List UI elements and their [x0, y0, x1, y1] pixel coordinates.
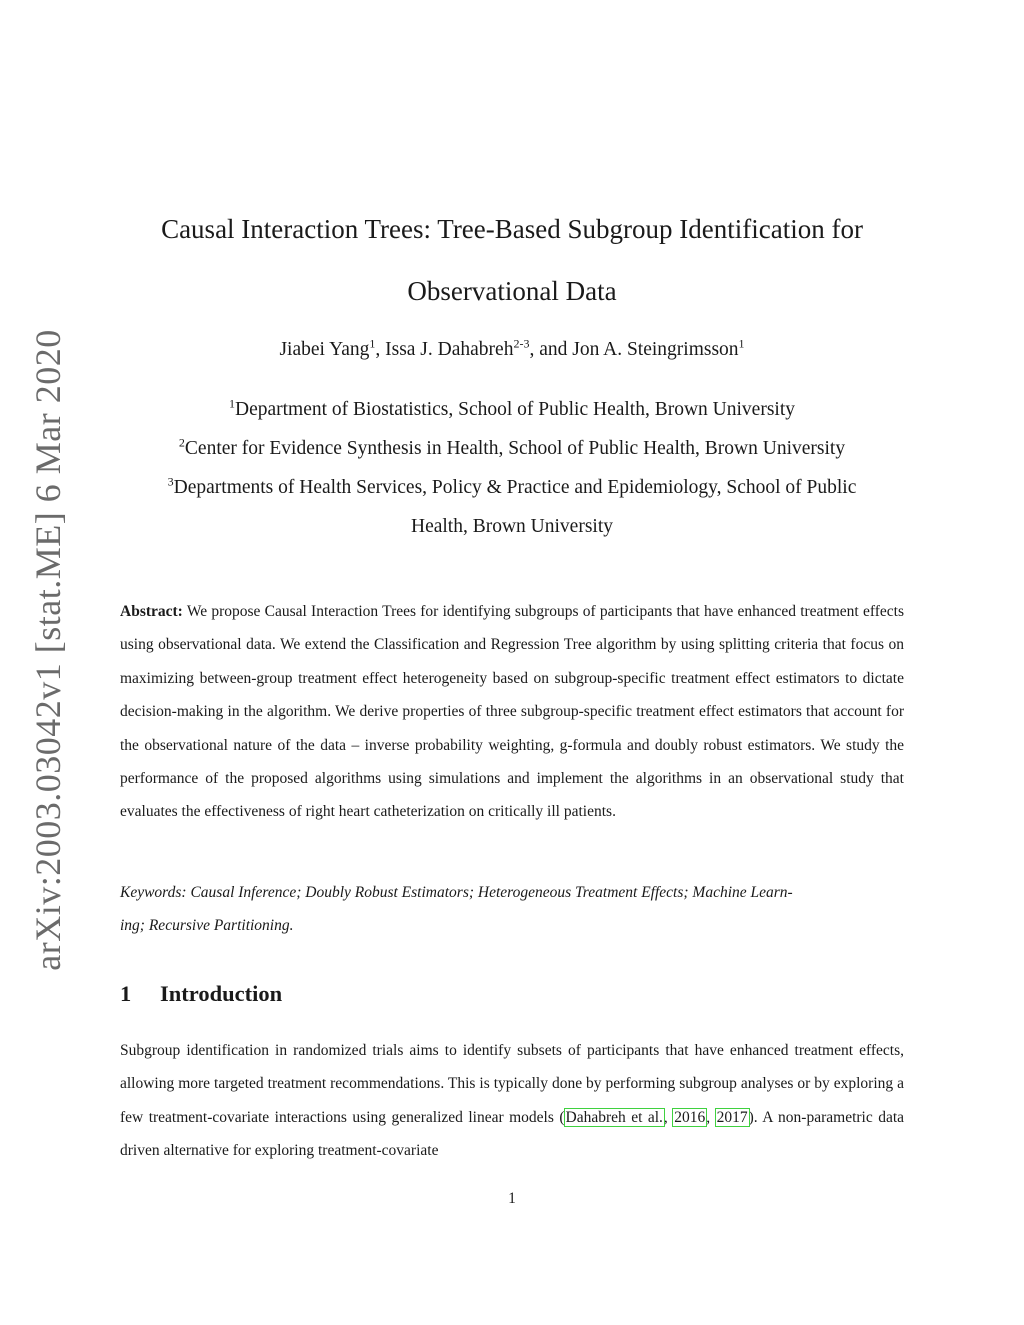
- paper-title: [100, 198, 924, 322]
- cite-separator: ,: [706, 1108, 716, 1126]
- section-heading: [120, 981, 282, 1007]
- affiliations: [100, 390, 924, 546]
- intro-tail: ). A non-parametric data driven alternative for exploring treatment-covariate: [120, 1108, 905, 1160]
- author-name: Issa J. Dahabreh: [385, 339, 514, 360]
- title-line-1: Causal Interaction Trees: Tree-Based Subgroup Identification for: [161, 214, 863, 244]
- keywords: [120, 876, 904, 943]
- abstract: [120, 595, 904, 829]
- author-separator: ,: [375, 339, 386, 360]
- abstract-label: Abstract:: [120, 603, 183, 620]
- affil-text: Center for Evidence Synthesis in Health, School of Public Health, Brown University: [184, 438, 846, 459]
- author-name: Jon A. Steingrimsson: [572, 339, 739, 360]
- affil-text: Department of Biostatistics, School of Public Health, Brown University: [234, 399, 795, 420]
- affil-mark: 3: [167, 474, 174, 489]
- author-list: [100, 336, 924, 364]
- intro-text: Subgroup identification in randomized trials aims to identify subsets of participants that have enhanced treatment effects, allowing more targeted treatment recommendations. This is typically done by performing subgroup analyses or by exploring a few treatment-covariate interactions using generalized linear models: [120, 1042, 904, 1126]
- paren: (: [559, 1108, 565, 1126]
- cite-separator: ,: [663, 1108, 674, 1126]
- keywords-line-1: Causal Inference; Doubly Robust Estimators; Heterogeneous Treatment Effects; Machine Learn-: [190, 884, 793, 901]
- affil-mark: 1: [228, 396, 235, 411]
- affil-mark: 2: [178, 435, 185, 450]
- author-name: Jiabei Yang: [279, 339, 370, 360]
- keywords-line-2: ing; Recursive Partitioning.: [120, 917, 294, 935]
- affiliation-3: [100, 468, 924, 507]
- page-number: 1: [508, 1190, 516, 1207]
- citation-link[interactable]: 2017: [716, 1108, 748, 1126]
- title-line-2: Observational Data: [407, 276, 617, 306]
- section-number: 1: [120, 981, 132, 1006]
- author-affil-mark: 1: [738, 336, 745, 351]
- section-title: Introduction: [160, 981, 283, 1006]
- affiliation-3-cont: Health, Brown University: [410, 516, 613, 537]
- author-separator: , and: [529, 339, 573, 360]
- author-affil-mark: 2-3: [513, 336, 530, 351]
- citation-link[interactable]: 2016: [674, 1108, 706, 1126]
- abstract-text: We propose Causal Interaction Trees for identifying subgroups of participants that have enhanced treatment effects using observational data. We extend the Classification and Regression Tree algorithm by using splitting criteria that focus on maximizing between-group treatment effect heterogeneity based on subgroup-specific treatment effect estimators to dictate decision-making in the algorithm. We derive properties of three subgroup-specific treatment effect estimators that account for the observational nature of the data – inverse probability weighting, g-formula and doubly robust estimators. We study the performance of the proposed algorithms using simulations and implement the algorithms in an observational study that evaluates the effectiveness of right heart catheterization on critically ill patients.: [120, 603, 904, 821]
- intro-paragraph: [120, 1034, 904, 1168]
- affiliation-2: [100, 429, 924, 468]
- keywords-label: Keywords:: [120, 884, 187, 901]
- affil-text: Departments of Health Services, Policy & Practice and Epidemiology, School of Public: [173, 477, 857, 498]
- citation-link[interactable]: Dahabreh et al.: [565, 1108, 663, 1126]
- author-affil-mark: 1: [369, 336, 376, 351]
- arxiv-stamp: arXiv:2003.03042v1 [stat.ME] 6 Mar 2020: [28, 329, 68, 971]
- affiliation-1: [100, 390, 924, 429]
